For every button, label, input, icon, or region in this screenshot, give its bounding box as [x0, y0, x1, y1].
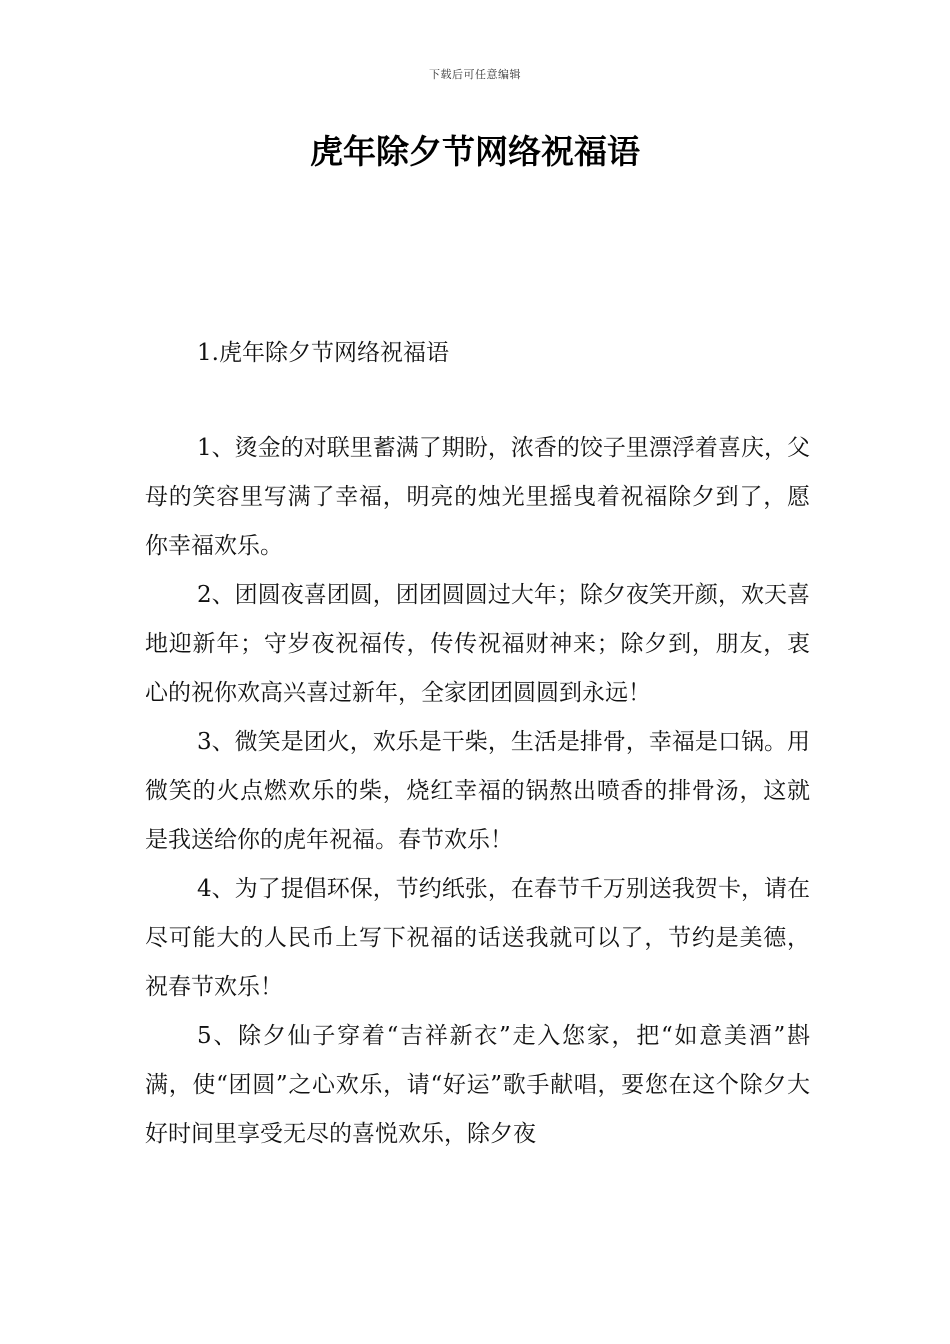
- section-heading: 1.虎年除夕节网络祝福语: [197, 340, 449, 366]
- document-body: [145, 424, 810, 1159]
- paragraph-4: 4、为了提倡环保，节约纸张，在春节千万别送我贺卡，请在尽可能大的人民币上写下祝福的话送我就可以了，节约是美德，祝春节欢乐！: [145, 876, 810, 1000]
- paragraph-5: 5、除夕仙子穿着“吉祥新衣”走入您家，把“如意美酒”斟满，使“团圆”之心欢乐，请“好运”歌手献唱，要您在这个除夕大好时间里享受无尽的喜悦欢乐，除夕夜: [145, 1023, 810, 1147]
- header-note: 下载后可任意编辑: [429, 68, 521, 81]
- paragraph-3: 3、微笑是团火，欢乐是干柴，生活是排骨，幸福是口锅。用微笑的火点燃欢乐的柴，烧红幸福的锅熬出喷香的排骨汤，这就是我送给你的虎年祝福。春节欢乐！: [145, 729, 810, 853]
- document-title: 虎年除夕节网络祝福语: [310, 132, 640, 171]
- paragraph-2: 2、团圆夜喜团圆，团团圆圆过大年；除夕夜笑开颜，欢天喜地迎新年；守岁夜祝福传，传传祝福财神来；除夕到，朋友，衷心的祝你欢高兴喜过新年，全家团团圆圆到永远！: [145, 582, 810, 706]
- paragraph-1: 1、烫金的对联里蓄满了期盼，浓香的饺子里漂浮着喜庆，父母的笑容里写满了幸福，明亮的烛光里摇曳着祝福除夕到了，愿你幸福欢乐。: [145, 435, 810, 559]
